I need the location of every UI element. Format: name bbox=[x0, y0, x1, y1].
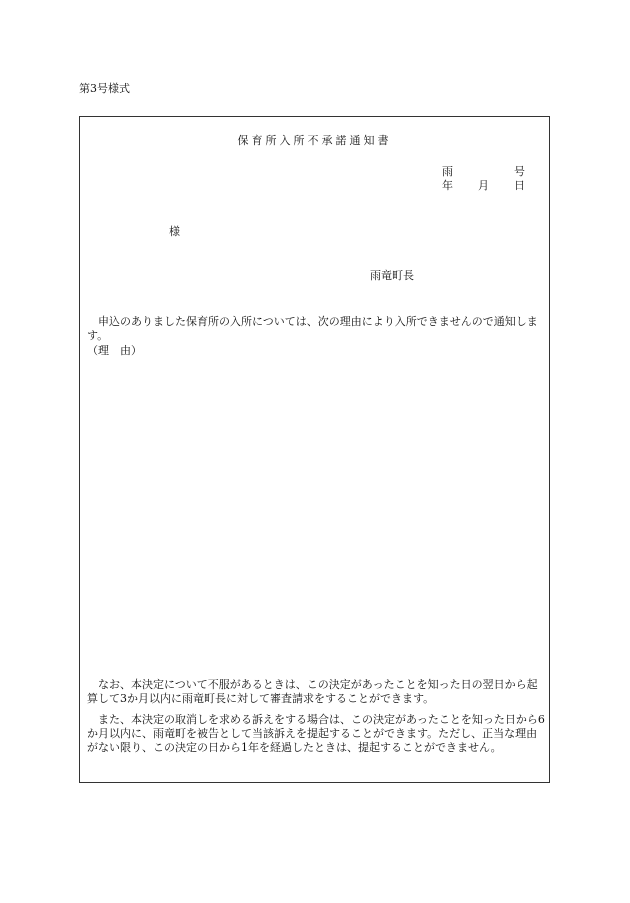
document-title: 保育所入所不承諾通知書 bbox=[237, 134, 392, 147]
addressee: 様 bbox=[169, 225, 180, 238]
date-year: 年 bbox=[442, 179, 453, 192]
number-suffix: 号 bbox=[514, 165, 525, 178]
date-month: 月 bbox=[478, 179, 489, 192]
notice-form-frame bbox=[79, 116, 550, 783]
date-day: 日 bbox=[514, 179, 525, 192]
reason-label: （理 由） bbox=[87, 344, 142, 357]
sender-name: 雨竜町長 bbox=[370, 269, 414, 282]
appeal-notice: なお、本決定について不服があるときは、この決定があったことを知った日の翌日から起算して3か月以内に雨竜町長に対して審査請求をすることができます。 bbox=[87, 678, 538, 705]
notification-body: 申込のありました保育所の入所については、次の理由により入所できませんので通知します。 bbox=[87, 315, 538, 342]
form-number: 第3号様式 bbox=[79, 82, 130, 95]
lawsuit-notice: また、本決定の取消しを求める訴えをする場合は、この決定があったことを知った日から6か月以内に、雨竜町を被告として当該訴えを提起することができます。ただし、正当な理由がない限り、この決定の日から1年を経過したときは、提起することができません。 bbox=[87, 713, 545, 754]
number-prefix: 雨 bbox=[442, 165, 453, 178]
